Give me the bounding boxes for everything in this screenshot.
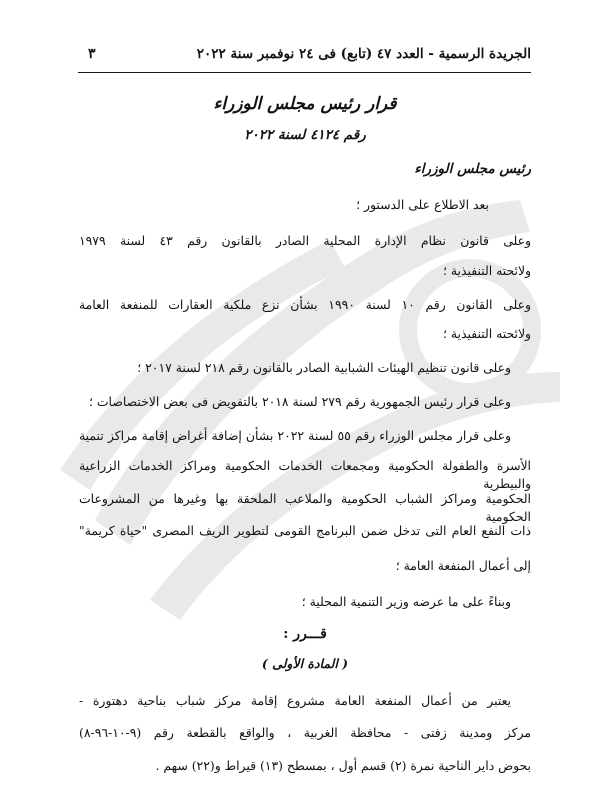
article-line: مركز ومدينة زفتى - محافظة الغربية ، والواقع بالقطعة رقم (٩-١٠-٩٦-٨) bbox=[79, 725, 531, 740]
decree-number: رقم ٤١٢٤ لسنة ٢٠٢٢ bbox=[244, 127, 366, 143]
running-title: الجريدة الرسمية - العدد ٤٧ (تابع) فى ٢٤ نوفمبر سنة ٢٠٢٢ bbox=[196, 46, 531, 62]
preamble-line: ذات النفع العام التى تدخل ضمن البرنامج القومى لتطوير الريف المصرى "حياة كريمة" bbox=[79, 523, 531, 538]
preamble-line: ولائحته التنفيذية ؛ bbox=[443, 326, 531, 341]
preamble-line: وعلى قرار مجلس الوزراء رقم ٥٥ لسنة ٢٠٢٢ بشأن إضافة أغراض إقامة مراكز تنمية bbox=[79, 428, 511, 443]
running-header bbox=[78, 44, 531, 70]
preamble-line: وعلى قانون نظام الإدارة المحلية الصادر بالقانون رقم ٤٣ لسنة ١٩٧٩ bbox=[79, 233, 531, 248]
preamble-line: بعد الاطلاع على الدستور ؛ bbox=[356, 197, 489, 212]
preamble-line: وعلى القانون رقم ١٠ لسنة ١٩٩٠ بشأن نزع ملكية العقارات للمنفعة العامة bbox=[79, 297, 531, 312]
preamble-line: إلى أعمال المنفعة العامة ؛ bbox=[395, 558, 531, 573]
page-number: ٣ bbox=[88, 46, 96, 62]
header-divider bbox=[78, 72, 531, 73]
decision-label: قـــرر : bbox=[283, 626, 327, 642]
article-line: يعتبر من أعمال المنفعة العامة مشروع إقامة مركز شباب بناحية دهتورة - bbox=[79, 693, 511, 708]
preamble-line: ولائحته التنفيذية ؛ bbox=[443, 263, 531, 278]
issuer-heading: رئيس مجلس الوزراء bbox=[414, 161, 531, 177]
preamble-line: وبناءً على ما عرضه وزير التنمية المحلية ؛ bbox=[301, 594, 511, 609]
decree-title: قرار رئيس مجلس الوزراء bbox=[213, 94, 397, 114]
article-heading: ( المادة الأولى ) bbox=[261, 656, 349, 671]
preamble-line: وعلى قانون تنظيم الهيئات الشبابية الصادر بالقانون رقم ٢١٨ لسنة ٢٠١٧ ؛ bbox=[137, 360, 511, 375]
article-line: بحوض داير الناحية نمرة (٢) قسم أول ، بمسطح (١٣) قيراط و(٢٢) سهم . bbox=[155, 758, 531, 773]
preamble-line: وعلى قرار رئيس الجمهورية رقم ٢٧٩ لسنة ٢٠١٨ بالتفويض فى بعض الاختصاصات ؛ bbox=[89, 394, 511, 409]
preamble-line: الحكومية ومراكز الشباب الحكومية والملاعب الملحقة بها وغيرها من المشروعات الحكومية bbox=[79, 491, 531, 524]
preamble-line: الأسرة والطفولة الحكومية ومجمعات الخدمات الحكومية ومراكز الخدمات الزراعية والبيطرية bbox=[79, 458, 531, 491]
